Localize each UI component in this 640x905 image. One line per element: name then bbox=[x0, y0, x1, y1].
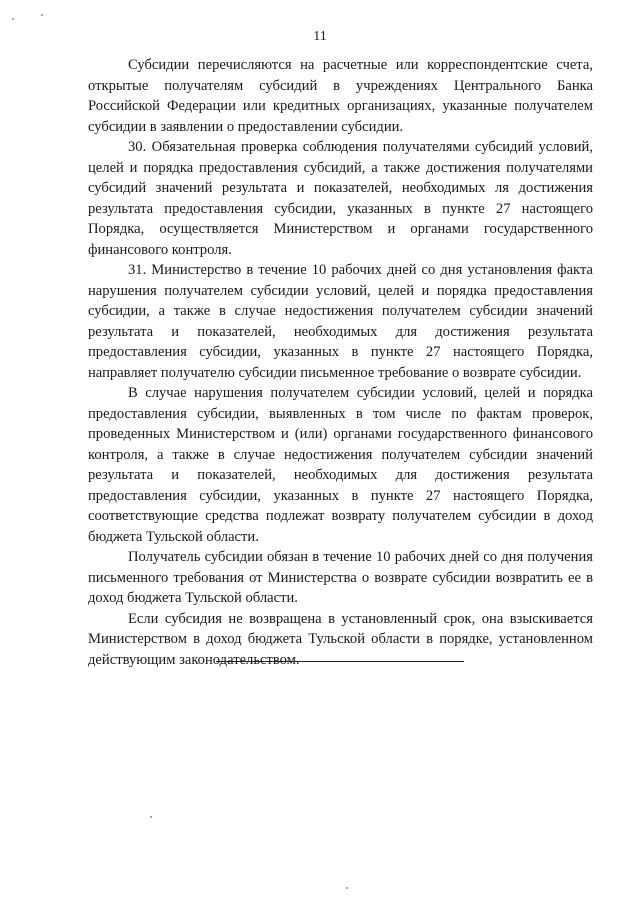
scan-speck bbox=[346, 887, 348, 889]
paragraph-subsidy-transfer: Субсидии перечисляются на расчетные или корреспондентские счета, открытые получателям субсидий в учреждениях Центрального Банка Российской Федерации или кредитных организациях, указанные получателем субсидии в заявлении о предоставлении субсидии. bbox=[88, 57, 593, 135]
end-divider-line bbox=[216, 661, 464, 662]
paragraph-recovery: Если субсидия не возвращена в установленный срок, она взыскивается Министерством в доход бюджета Тульской области в порядке, установленном действующим законодательством. bbox=[88, 610, 593, 668]
paragraph-return-deadline: Получатель субсидии обязан в течение 10 рабочих дней со дня получения письменного требования от Министерства о возврате субсидии возвратить ее в доход бюджета Тульской области. bbox=[88, 549, 593, 606]
scan-speck bbox=[150, 816, 152, 818]
paragraph-item-30: 30. Обязательная проверка соблюдения получателями субсидий условий, целей и порядка предоставления субсидий, а также достижения получателями субсидий значений результата и показателей, необходимых ля достижения результата предоставления субсидии, указанных в пункте 27 настоящего Порядка, осуществляется Министерством и органами государственного финансового контроля. bbox=[88, 139, 593, 258]
scan-speck bbox=[41, 14, 43, 16]
document-body bbox=[88, 55, 593, 670]
page-number: 11 bbox=[313, 29, 327, 44]
paragraph-violation-return: В случае нарушения получателем субсидии условий, целей и порядка предоставления субсидии, выявленных в том числе по фактам проверок, проведенных Министерством и (или) органами государственного финансового контроля, а также в случае недостижения получателем субсидии значений результата и показателей, необходимых для достижения результата предоставления субсидии, указанных в пункте 27 настоящего Порядка, соответствующие средства подлежат возврату получателем субсидии в доход бюджета Тульской области. bbox=[88, 385, 593, 545]
paragraph-item-31: 31. Министерство в течение 10 рабочих дней со дня установления факта нарушения получателем субсидии условий, целей и порядка предоставления субсидии, а также в случае недостижения получателем субсидии значений результата и показателей, необходимых для достижения результата предоставления субсидии, указанных в пункте 27 настоящего Порядка, направляет получателю субсидии письменное требование о возврате субсидии. bbox=[88, 262, 593, 381]
scan-speck bbox=[12, 18, 14, 20]
